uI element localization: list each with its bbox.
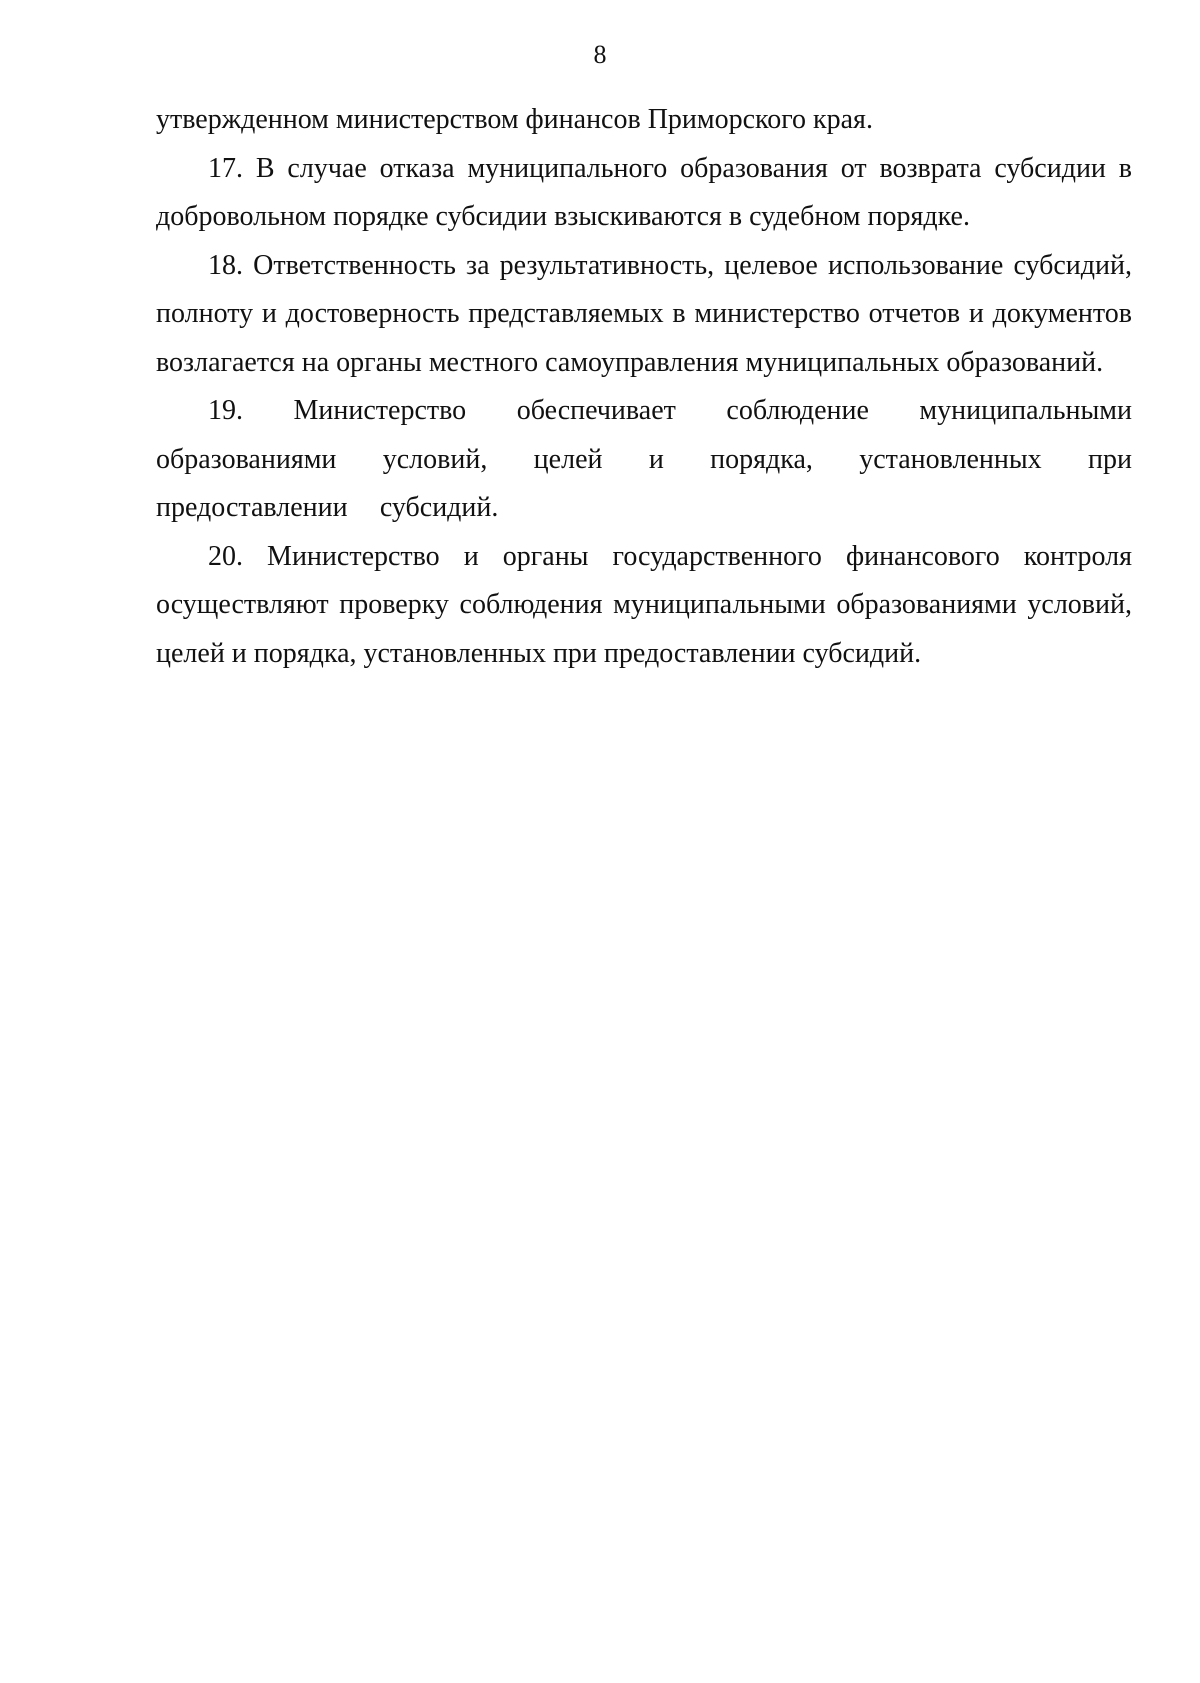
paragraph-item-18: 18. Ответственность за результативность, целевое использование субсидий, полноту и достоверность представляемых в министерство отчетов и документов возлагается на органы местного самоуправления муниципальных образований. [156, 249, 1132, 378]
paragraph-continuation: утвержденном министерством финансов Приморского края. [156, 104, 873, 135]
paragraph-item-19: 19. Министерство обеспечивает соблюдение муниципальными образованиями условий, целей и порядка, установленных при предоставлении субсидий. [156, 395, 1132, 523]
paragraph-item-20: 20. Министерство и органы государственного финансового контроля осуществляют проверку соблюдения муниципальными образованиями условий, целей и порядка, установленных при предоставлении субсидий. [156, 540, 1132, 669]
page-number: 8 [593, 40, 607, 69]
document-body [156, 96, 1132, 678]
paragraph-item-17: 17. В случае отказа муниципального образования от возврата субсидии в добровольном порядке субсидии взыскиваются в судебном порядке. [156, 152, 1132, 232]
